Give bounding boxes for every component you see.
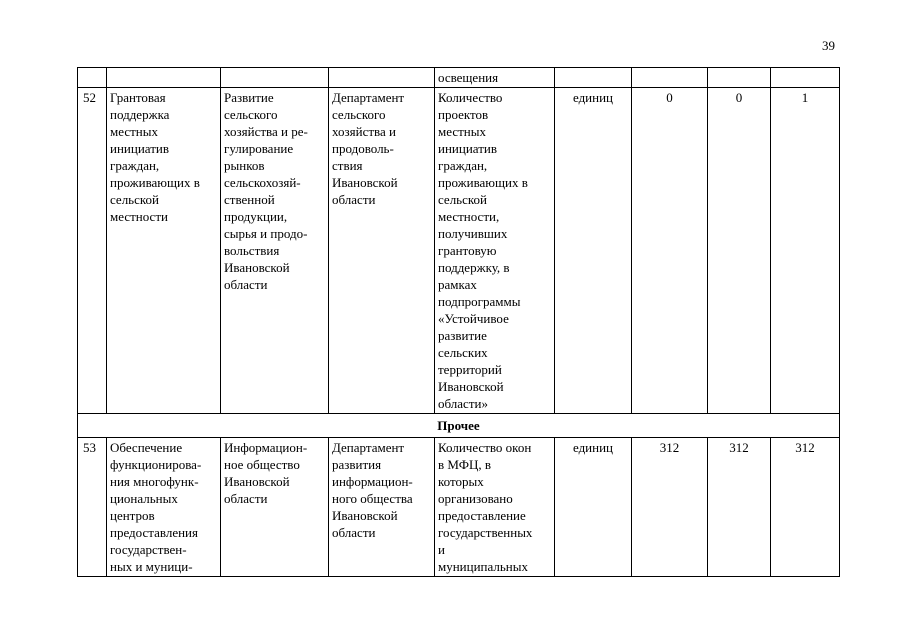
cell-value-3: 1 <box>771 88 840 414</box>
cell-unit: единиц <box>555 438 632 577</box>
table-row-53 <box>78 438 840 577</box>
cell-value-2 <box>708 68 771 88</box>
page-number: 39 <box>822 38 835 53</box>
cell-value-2: 312 <box>708 438 771 577</box>
cell-value-1: 312 <box>632 438 708 577</box>
cell-num: 52 <box>78 88 107 414</box>
section-title: Прочее <box>78 414 840 438</box>
cell-value-3: 312 <box>771 438 840 577</box>
cell-name: Обеспечение функционирова- ния многофунк- циональных центров предоставления государствен- ных и муници- <box>107 438 221 577</box>
cell-num <box>78 68 107 88</box>
cell-indicator: Количество окон в МФЦ, в которых организовано предоставление государственных и муниципальных <box>435 438 555 577</box>
cell-value-3 <box>771 68 840 88</box>
cell-name: Грантовая поддержка местных инициатив граждан, проживающих в сельской местности <box>107 88 221 414</box>
cell-executor: Департамент развития информацион- ного общества Ивановской области <box>329 438 435 577</box>
cell-value-1: 0 <box>632 88 708 414</box>
cell-program: Информацион- ное общество Ивановской области <box>221 438 329 577</box>
cell-value-1 <box>632 68 708 88</box>
cell-name <box>107 68 221 88</box>
table-row-continuation <box>78 68 840 88</box>
table-section-row <box>78 414 840 438</box>
indicators-table <box>77 67 840 577</box>
cell-indicator: освещения <box>435 68 555 88</box>
cell-program: Развитие сельского хозяйства и ре- гулирование рынков сельскохозяй- ственной продукции, сырья и продо- вольствия Ивановской области <box>221 88 329 414</box>
cell-num: 53 <box>78 438 107 577</box>
cell-executor <box>329 68 435 88</box>
table-row-52 <box>78 88 840 414</box>
cell-executor: Департамент сельского хозяйства и продоволь- ствия Ивановской области <box>329 88 435 414</box>
cell-value-2: 0 <box>708 88 771 414</box>
cell-unit: единиц <box>555 88 632 414</box>
cell-program <box>221 68 329 88</box>
cell-unit <box>555 68 632 88</box>
cell-indicator: Количество проектов местных инициатив граждан, проживающих в сельской местности, получивших грантовую поддержку, в рамках подпрограммы «Устойчивое развитие сельских территорий Ивановской области» <box>435 88 555 414</box>
